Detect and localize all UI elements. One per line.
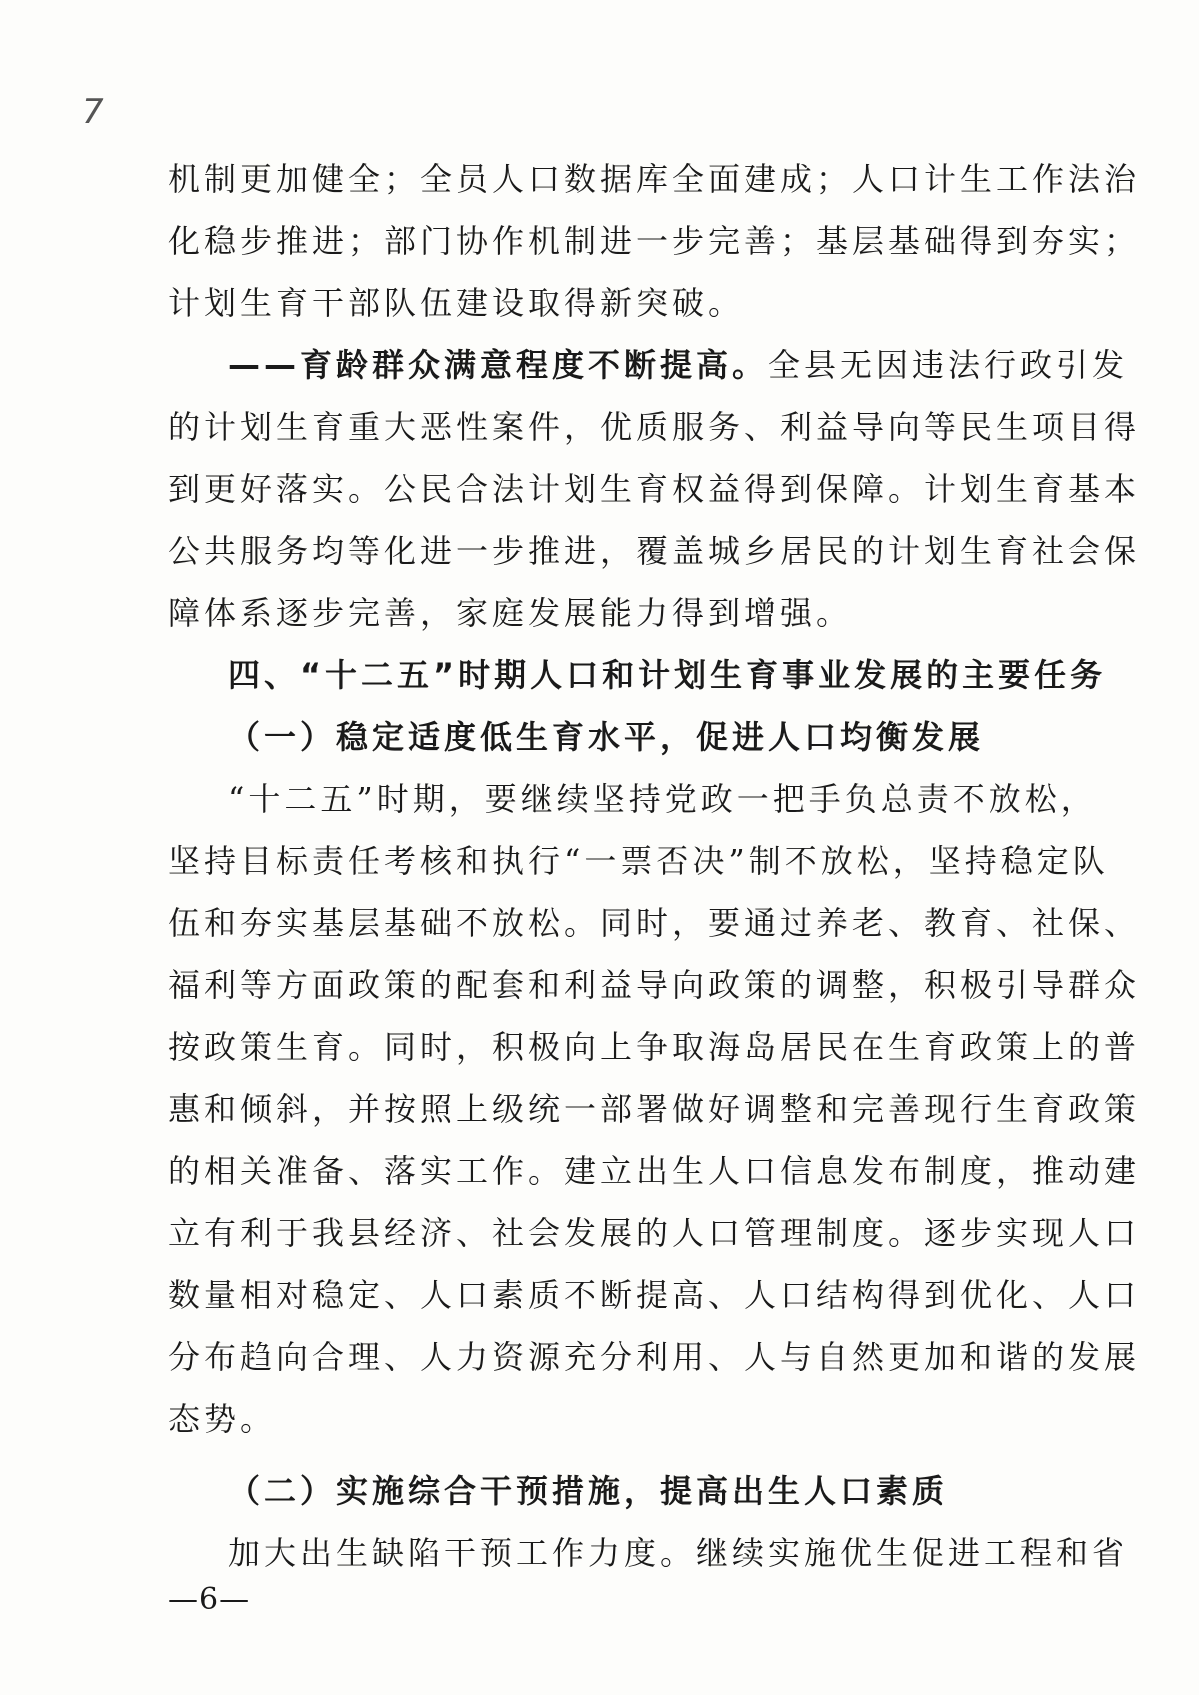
text-line: 的计划生育重大恶性案件，优质服务、利益导向等民生项目得: [168, 408, 1141, 446]
text-line: 化稳步推进；部门协作机制进一步完善；基层基础得到夯实；: [168, 222, 1141, 260]
text-line: 的相关准备、落实工作。建立出生人口信息发布制度，推动建: [168, 1152, 1141, 1190]
text-line: [168, 334, 1129, 396]
text-line: 伍和夯实基层基础不放松。同时，要通过养老、教育、社保、: [168, 904, 1141, 942]
text-line: 加大出生缺陷干预工作力度。继续实施优生促进工程和省: [228, 1534, 1129, 1572]
text-line: 福利等方面政策的配套和利益导向政策的调整，积极引导群众: [168, 966, 1141, 1004]
page-number: —6—: [168, 1582, 251, 1617]
document-body: [168, 148, 1141, 1584]
text-span: 全县无因违法行政引发: [768, 346, 1129, 384]
handwritten-page-mark: 7: [82, 92, 104, 132]
text-line: 惠和倾斜，并按照上级统一部署做好调整和完善现行生育政策: [168, 1090, 1141, 1128]
section-heading: 四、“十二五”时期人口和计划生育事业发展的主要任务: [228, 656, 1107, 694]
text-line: 障体系逐步完善，家庭发展能力得到增强。: [168, 594, 853, 632]
bold-lead-phrase: ——育龄群众满意程度不断提高。: [228, 346, 769, 384]
text-line: 数量相对稳定、人口素质不断提高、人口结构得到优化、人口: [168, 1276, 1141, 1314]
text-line: 立有利于我县经济、社会发展的人口管理制度。逐步实现人口: [168, 1214, 1141, 1252]
text-line: 计划生育干部队伍建设取得新突破。: [168, 284, 745, 322]
text-line: 公共服务均等化进一步推进，覆盖城乡居民的计划生育社会保: [168, 532, 1141, 570]
subsection-heading: （一）稳定适度低生育水平，促进人口均衡发展: [228, 718, 985, 756]
subsection-heading: （二）实施综合干预措施，提高出生人口素质: [228, 1472, 949, 1510]
text-line: “十二五”时期，要继续坚持党政一把手负总责不放松，: [228, 780, 1097, 818]
text-line: 分布趋向合理、人力资源充分利用、人与自然更加和谐的发展: [168, 1338, 1141, 1376]
text-line: 机制更加健全；全员人口数据库全面建成；人口计生工作法治: [168, 160, 1141, 198]
text-line: 按政策生育。同时，积极向上争取海岛居民在生育政策上的普: [168, 1028, 1141, 1066]
text-line: 到更好落实。公民合法计划生育权益得到保障。计划生育基本: [168, 470, 1141, 508]
text-line: 态势。: [168, 1400, 277, 1438]
text-line: 坚持目标责任考核和执行“一票否决”制不放松，坚持稳定队: [168, 842, 1109, 880]
